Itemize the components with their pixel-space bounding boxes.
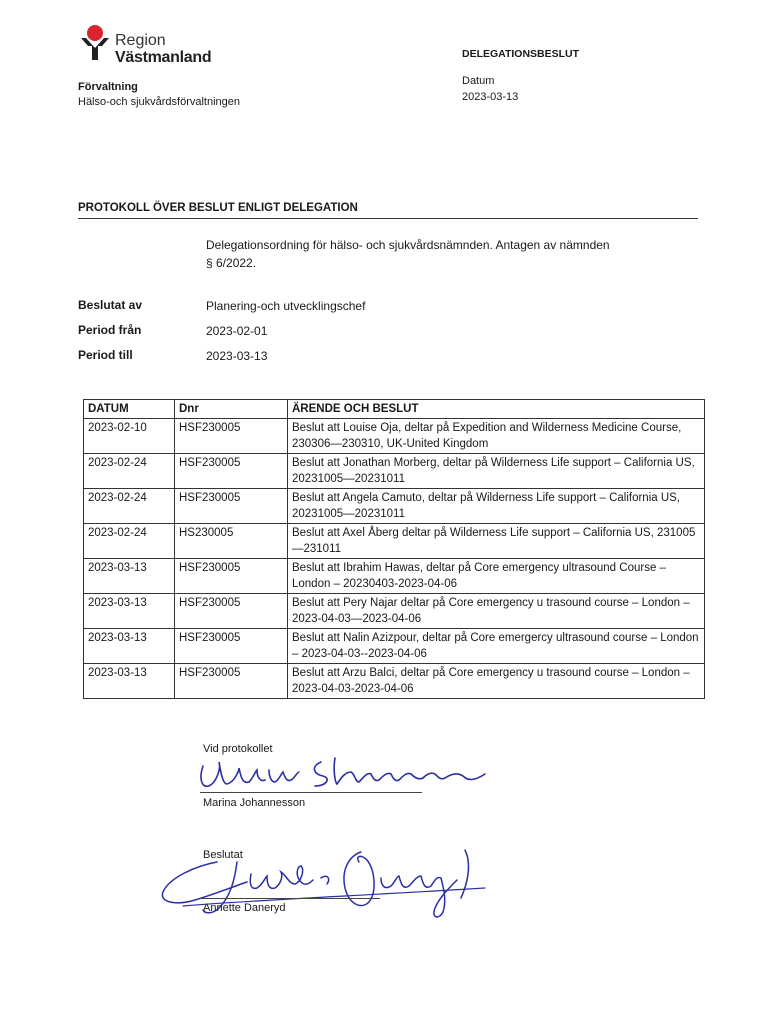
table-row [84,594,705,629]
signature-role-1: Vid protokollet [203,743,273,755]
cell-datum: 2023-02-24 [84,489,175,524]
dept-label: Förvaltning [78,81,138,93]
cell-datum: 2023-03-13 [84,559,175,594]
table-header-row [84,400,705,419]
cell-datum: 2023-02-10 [84,419,175,454]
decision-table [83,399,705,699]
cell-datum: 2023-02-24 [84,524,175,559]
signature-1-handwriting [195,748,500,796]
intro-line-2: § 6/2022. [206,256,257,270]
header-dnr: Dnr [175,400,288,419]
meta-value-beslutat-av: Planering-och utvecklingschef [206,299,366,313]
date-label: Datum [462,75,495,87]
dept-value: Hälso-och sjukvårdsförvaltningen [78,96,241,108]
cell-datum: 2023-03-13 [84,664,175,699]
section-title: PROTOKOLL ÖVER BESLUT ENLIGT DELEGATION [78,202,358,214]
meta-label-period-fran: Period från [78,323,142,337]
cell-arende: Beslut att Arzu Balci, deltar på Core emergency u trasound course – London – 2023-04-03-2023-04-06 [288,664,705,699]
cell-dnr: HSF230005 [175,454,288,489]
logo-mark-icon [78,24,114,64]
signature-line-1 [200,792,422,793]
header-arende: ÄRENDE OCH BESLUT [288,400,705,419]
logo-text-region: Region [115,32,166,49]
region-logo [78,24,218,68]
meta-label-period-till: Period till [78,348,133,362]
cell-dnr: HSF230005 [175,629,288,664]
cell-dnr: HSF230005 [175,419,288,454]
cell-dnr: HSF230005 [175,664,288,699]
signature-name-2: Annette Daneryd [203,902,286,914]
cell-dnr: HSF230005 [175,559,288,594]
cell-arende: Beslut att Axel Åberg deltar på Wilderness Life support – California US, 231005—231011 [288,524,705,559]
header-datum: DATUM [84,400,175,419]
doc-type: DELEGATIONSBESLUT [462,48,580,60]
signature-name-1: Marina Johannesson [203,797,306,809]
cell-dnr: HS230005 [175,524,288,559]
table-row [84,489,705,524]
intro-line-1: Delegationsordning för hälso- och sjukvårdsnämnden. Antagen av nämnden [206,238,610,252]
cell-arende: Beslut att Angela Camuto, deltar på Wilderness Life support – California US, 20231005—20231011 [288,489,705,524]
logo-text-vastmanland: Västmanland [115,49,212,66]
table-row [84,559,705,594]
meta-label-beslutat-av: Beslutat av [78,298,143,312]
cell-arende: Beslut att Louise Oja, deltar på Expedition and Wilderness Medicine Course, 230306—230310, UK-United Kingdom [288,419,705,454]
table-row [84,629,705,664]
cell-datum: 2023-02-24 [84,454,175,489]
table-row [84,664,705,699]
signature-role-2: Beslutat [203,849,243,861]
table-row [84,419,705,454]
cell-arende: Beslut att Nalin Azizpour, deltar på Core emergercy ultrasound course – London – 2023-04-03--2023-04-06 [288,629,705,664]
table-row [84,524,705,559]
title-rule [78,218,698,219]
cell-datum: 2023-03-13 [84,594,175,629]
cell-arende: Beslut att Jonathan Morberg, deltar på Wilderness Life support – California US, 20231005—20231011 [288,454,705,489]
signature-line-2 [200,898,380,899]
meta-value-period-fran: 2023-02-01 [206,324,268,338]
cell-datum: 2023-03-13 [84,629,175,664]
date-value: 2023-03-13 [462,91,519,103]
cell-arende: Beslut att Pery Najar deltar på Core emergency u trasound course – London – 2023-04-03—2023-04-06 [288,594,705,629]
meta-value-period-till: 2023-03-13 [206,349,268,363]
cell-arende: Beslut att Ibrahim Hawas, deltar på Core emergency ultrasound Course – London – 20230403-2023-04-06 [288,559,705,594]
cell-dnr: HSF230005 [175,594,288,629]
table-row [84,454,705,489]
cell-dnr: HSF230005 [175,489,288,524]
